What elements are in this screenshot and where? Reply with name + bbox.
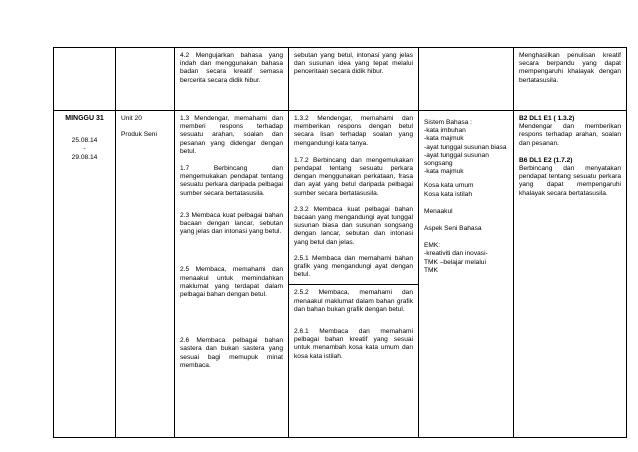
emk-item: TMK –belajar melalui (424, 258, 486, 266)
kosa-kata-item: Kosa kata istilah (424, 190, 473, 198)
sistem-bahasa-item: -kata majmuk (424, 135, 464, 143)
menaakul-label: Menaakul (424, 207, 453, 215)
evidence-text: Mendengar dan memberikan respons terhadap arahan, soalan dan pesanan. (519, 123, 621, 147)
top-evidence-cell: Menghasilkan penulisan kreatif secara berpandu yang dapat mempengaruhi khalayak dengan bertatasusila. (514, 48, 627, 111)
notes-cell (419, 111, 514, 438)
sistem-bahasa-heading: Sistem Bahasa : (424, 119, 473, 126)
date-end: 29.08.14 (71, 153, 98, 161)
date-start: 25.08.14 (71, 137, 98, 145)
main-row (54, 111, 627, 438)
emk-item: -kreativiti dan inovasi- (424, 250, 488, 258)
evidence-code: B2 DL1 E1 ( 1.3.2) (519, 115, 575, 122)
evidence-cell (514, 111, 627, 438)
evidence-code: B6 DL1 E2 (1.7.2) (519, 156, 573, 164)
top-notes-cell (419, 48, 514, 111)
top-row (54, 48, 627, 111)
top-standard-cell: 4.2 Mengujarkan bahasa yang indah dan menggunakan bahasa badan secara kreatif semasa bercerita secara didik hibur. (175, 48, 289, 111)
sk-item: 2.5 Membaca, memahami dan menaakul untuk memindahkan maklumat yang terdapat dalam pelbagai bahan dengan betul. (180, 266, 283, 299)
standard-pembelajaran-cell (289, 111, 419, 438)
sistem-bahasa-item: -kata imbuhan (424, 127, 466, 135)
sk-item: 1.7 Berbincang dan mengemukakan pendapat tentang sesuatu perkara daripada pelbagai sumber secara bertatasusila. (180, 165, 283, 197)
date-dash: - (83, 145, 86, 153)
emk-heading: EMK: (424, 242, 441, 250)
unit-title: Unit 20 (121, 115, 142, 122)
sk-item: 2.6 Membaca pelbagai bahan sastera dan bukan sastera yang sesuai bagi memupuk minat membaca. (180, 337, 283, 369)
lesson-plan-table (53, 47, 627, 438)
evidence-text: Berbincang dan menyatakan pendapat tentang sesuatu perkara yang dapat mempengaruhi khalayak secara bertatasusila. (519, 165, 621, 197)
sp-item: 2.5.1 Membaca dan memahami bahan grafik yang mengandungi ayat dengan betul. (294, 254, 413, 279)
sp-item: 2.6.1 Membaca dan memahami pelbagai bahan kreatif yang sesuai untuk menambah kosa kata umum dan kosa kata istilah. (294, 328, 413, 360)
aspek-label: Aspek Seni Bahasa (424, 225, 482, 233)
minggu-cell (54, 111, 116, 438)
sk-item: 2.3 Membaca kuat pelbagai bahan bacaan dengan lancar, sebutan yang jelas dan intonasi yang betul. (180, 211, 283, 236)
sistem-bahasa-item: -kata majmuk (424, 168, 464, 176)
emk-item: TMK (424, 266, 438, 274)
kosa-kata-item: Kosa kata umum (424, 182, 474, 190)
sp-item: 2.5.2 Membaca, memahami dan menaakul maklumat dalam bahan grafik dan bahan bukan grafik dengan betul. (294, 289, 413, 313)
top-minggu-cell (54, 48, 116, 111)
top-unit-cell (116, 48, 175, 111)
sistem-bahasa-item: -ayat tunggal susunan biasa (424, 143, 507, 151)
sp-item: 1.3.2 Mendengar, memahami dan memberikan respons dengan betul secara lisan terhadap soalan yang mengandungi kata tanya. (294, 115, 413, 147)
sistem-bahasa-item: -ayat tunggal susunan songsang (424, 151, 489, 168)
unit-cell (116, 111, 175, 438)
top-learning-cell: sebutan yang betul, intonasi yang jelas dan susunan idea yang tepat melalui penceritaan secara didik hibur. (289, 48, 419, 111)
minggu-label: MINGGU 31 (65, 115, 104, 122)
sp-item: 1.7.2 Berbincang dan mengemukakan pendapat tentang sesuatu perkara dengan menggunakan perkataan, frasa dan ayat yang betul daripada pelbagai sumber secara bertatasusila. (294, 156, 413, 197)
sp-item: 2.3.2 Membaca kuat pelbagai bahan bacaan yang mengandungi ayat tunggal susunan biasa dan susunan songsang dengan lancar, sebutan dan intonasi yang betul dan jelas. (294, 205, 413, 246)
sp-divider (289, 284, 418, 285)
unit-subtitle: Produk Seni (121, 131, 157, 139)
standard-kandungan-cell (175, 111, 289, 438)
sk-item: 1.3 Mendengar, memahami dan memberi respons terhadap sesuatu arahan, soalan dan pesanan yang didengar dengan betul. (180, 115, 283, 155)
